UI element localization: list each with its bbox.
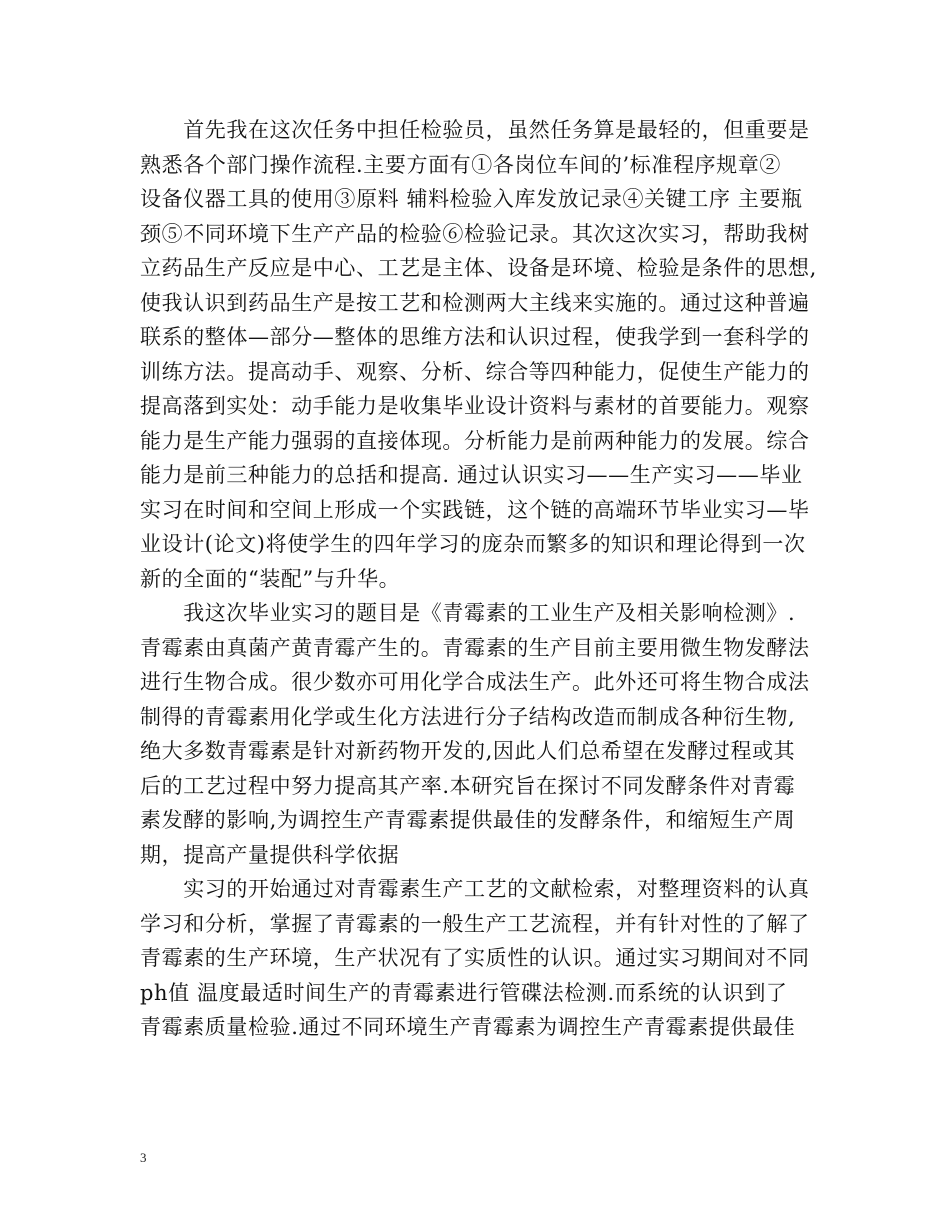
paragraph-2 xyxy=(140,596,820,872)
text-line: 业设计(论文)将使学生的四年学习的庞杂而繁多的知识和理论得到一次 xyxy=(140,532,806,556)
text-line: 青霉素由真菌产黄青霉产生的。青霉素的生产目前主要用微生物发酵法 xyxy=(140,635,810,660)
text-line: 首先我在这次任务中担任检验员，虽然任务算是最轻的，但重要是 xyxy=(140,118,810,142)
text-line: 新的全面的“装配”与升华。 xyxy=(140,566,401,591)
paragraph-3 xyxy=(140,872,820,1045)
text-line: 实习的开始通过对青霉素生产工艺的文献检索，对整理资料的认真 xyxy=(140,877,810,901)
paragraph-1 xyxy=(140,113,820,596)
text-line: 能力是生产能力强弱的直接体现。分析能力是前两种能力的发展。综合 xyxy=(140,428,810,453)
text-line: 熟悉各个部门操作流程.主要方面有①各岗位车间的’标准程序规章② xyxy=(140,152,781,177)
text-line: 后的工艺过程中努力提高其产率.本研究旨在探讨不同发酵条件对青霉 xyxy=(140,773,796,798)
text-line: 提高落到实处：动手能力是收集毕业设计资料与素材的首要能力。观察 xyxy=(140,394,810,418)
page-number: 3 xyxy=(140,1150,147,1165)
text-line: 学习和分析，掌握了青霉素的一般生产工艺流程，并有针对性的了解了 xyxy=(140,911,810,936)
text-line: 设备仪器工具的使用③原料 辅料检验入库发放记录④关键工序 主要瓶 xyxy=(140,187,803,211)
text-line: 实习在时间和空间上形成一个实践链，这个链的高端环节毕业实习—毕 xyxy=(140,497,810,522)
text-line: 青霉素的生产环境，生产状况有了实质性的认识。通过实习期间对不同 xyxy=(140,946,810,970)
text-line: 素发酵的影响,为调控生产青霉素提供最佳的发酵条件，和缩短生产周 xyxy=(140,808,796,832)
text-line: 联系的整体—部分—整体的思维方法和认识过程，使我学到一套科学的 xyxy=(140,325,810,349)
text-line: 训练方法。提高动手、观察、分析、综合等四种能力，促使生产能力的 xyxy=(140,359,810,384)
text-line: 使我认识到药品生产是按工艺和检测两大主线来实施的。通过这种普遍 xyxy=(140,290,810,315)
text-line: 能力是前三种能力的总括和提高. 通过认识实习——生产实习——毕业 xyxy=(140,463,803,487)
text-line: 制得的青霉素用化学或生化方法进行分子结构改造而制成各种衍生物, xyxy=(140,704,796,729)
text-line: 进行生物合成。很少数亦可用化学合成法生产。此外还可将生物合成法 xyxy=(140,670,810,694)
text-line: 青霉素质量检验.通过不同环境生产青霉素为调控生产青霉素提供最佳 xyxy=(140,1015,796,1039)
body-text xyxy=(140,113,820,1045)
text-line: 绝大多数青霉素是针对新药物开发的,因此人们总希望在发酵过程或其 xyxy=(140,739,796,763)
text-line: 立药品生产反应是中心、工艺是主体、设备是环境、检验是条件的思想, xyxy=(140,256,817,280)
text-line: 期，提高产量提供科学依据 xyxy=(140,842,400,867)
text-line: ph值 温度最适时间生产的青霉素进行管碟法检测.而系统的认识到了 xyxy=(140,980,788,1005)
text-line: 我这次毕业实习的题目是《青霉素的工业生产及相关影响检测》. xyxy=(140,601,796,625)
text-line: 颈⑤不同环境下生产产品的检验⑥检验记录。其次这次实习，帮助我树 xyxy=(140,221,810,246)
